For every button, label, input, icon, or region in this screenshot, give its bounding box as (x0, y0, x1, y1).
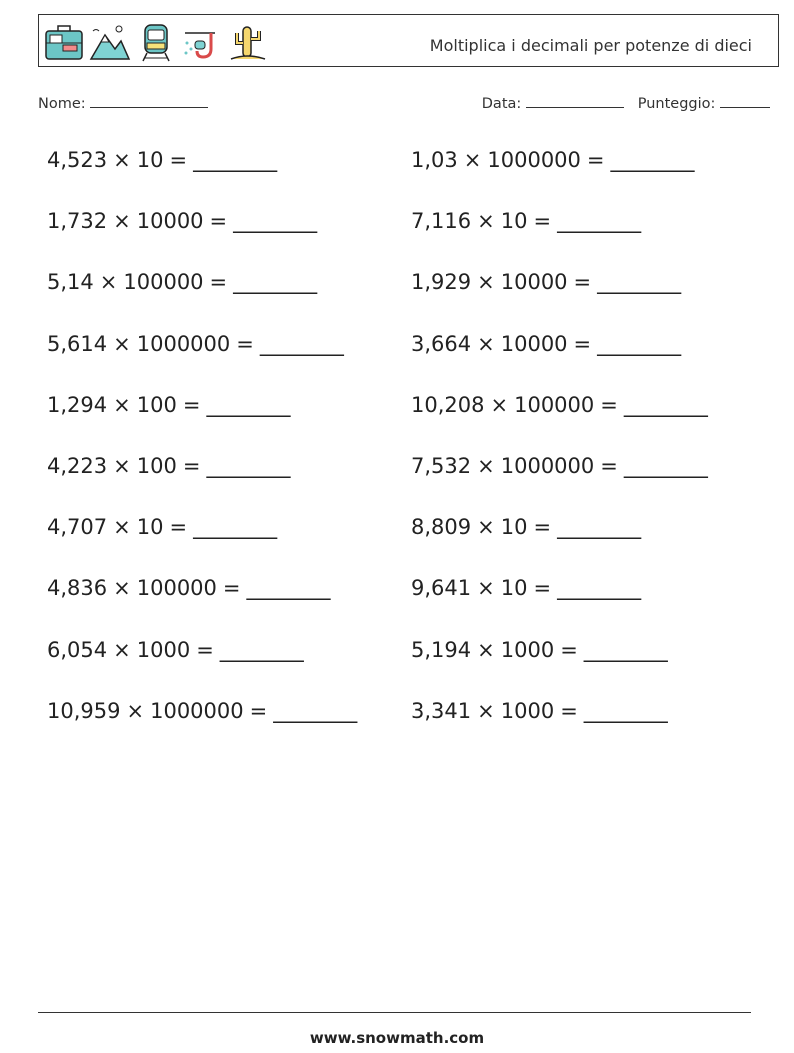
answer-blank[interactable]: ________ (259, 332, 344, 356)
problem-operand: 4,836 (47, 576, 108, 600)
footer-site: www.snowmath.com (309, 1029, 485, 1047)
problem-multiplier: 10 (136, 515, 164, 539)
multiply-sign: × (477, 576, 495, 600)
problem-multiplier: 10 (500, 515, 528, 539)
problem-item (47, 332, 344, 356)
problem-item (47, 393, 290, 417)
problem-multiplier: 10000 (136, 209, 204, 233)
answer-blank[interactable]: ________ (610, 148, 695, 172)
footer-divider (38, 1012, 751, 1013)
equals-sign: = (209, 209, 228, 233)
problem-operand: 5,614 (47, 332, 108, 356)
snorkel-mask-icon (181, 21, 223, 63)
problem-multiplier: 1000 (500, 638, 555, 662)
problem-multiplier: 10 (500, 576, 528, 600)
problem-operand: 5,194 (411, 638, 472, 662)
equals-sign: = (573, 270, 592, 294)
problem-item (47, 209, 317, 233)
problem-multiplier: 10 (136, 148, 164, 172)
multiply-sign: × (113, 332, 131, 356)
problem-operand: 4,523 (47, 148, 108, 172)
header-icons (43, 21, 269, 63)
answer-blank[interactable]: ________ (583, 638, 668, 662)
multiply-sign: × (113, 393, 131, 417)
problem-multiplier: 1000000 (487, 148, 581, 172)
score-label: Punteggio: (637, 96, 716, 112)
problem-operand: 1,929 (411, 270, 472, 294)
problem-operand: 10,208 (411, 393, 485, 417)
answer-blank[interactable]: ________ (623, 454, 708, 478)
equals-sign: = (249, 699, 268, 723)
problem-multiplier: 10000 (500, 270, 568, 294)
multiply-sign: × (477, 515, 495, 539)
score-blank[interactable] (720, 93, 770, 108)
answer-blank[interactable]: ________ (557, 209, 642, 233)
problem-multiplier: 100000 (514, 393, 595, 417)
problem-item (47, 576, 331, 600)
problem-item (47, 638, 304, 662)
problem-operand: 3,664 (411, 332, 472, 356)
problem-item (411, 148, 695, 172)
problem-multiplier: 1000 (136, 638, 191, 662)
problem-item (411, 270, 681, 294)
problem-operand: 9,641 (411, 576, 472, 600)
problem-multiplier: 1000000 (136, 332, 231, 356)
equals-sign: = (169, 148, 188, 172)
equals-sign: = (209, 270, 228, 294)
problem-multiplier: 1000000 (500, 454, 595, 478)
worksheet-title: Moltiplica i decimali per potenze di dieci (429, 36, 752, 55)
problem-multiplier: 100 (136, 454, 177, 478)
suitcase-icon (43, 21, 85, 63)
problem-item (411, 638, 668, 662)
problem-operand: 1,03 (411, 148, 458, 172)
problem-item (411, 393, 708, 417)
equals-sign: = (182, 454, 201, 478)
cactus-icon (227, 21, 269, 63)
name-field (38, 93, 208, 112)
problem-operand: 1,732 (47, 209, 108, 233)
multiply-sign: × (126, 699, 145, 723)
multiply-sign: × (113, 454, 131, 478)
multiply-sign: × (113, 576, 131, 600)
problem-item (411, 515, 641, 539)
worksheet-header (38, 14, 779, 67)
answer-blank[interactable]: ________ (219, 638, 304, 662)
problem-item (411, 699, 668, 723)
name-blank[interactable] (90, 93, 208, 108)
equals-sign: = (560, 638, 578, 662)
problem-operand: 8,809 (411, 515, 472, 539)
problem-operand: 7,116 (411, 209, 472, 233)
equals-sign: = (560, 699, 578, 723)
problem-operand: 3,341 (411, 699, 472, 723)
answer-blank[interactable]: ________ (233, 209, 318, 233)
multiply-sign: × (477, 638, 495, 662)
equals-sign: = (573, 332, 592, 356)
problem-multiplier: 10000 (500, 332, 568, 356)
problem-operand: 4,707 (47, 515, 108, 539)
problem-multiplier: 1000 (500, 699, 555, 723)
answer-blank[interactable]: ________ (206, 454, 291, 478)
problem-item (47, 270, 317, 294)
date-score-fields (482, 93, 770, 112)
answer-blank[interactable]: ________ (246, 576, 331, 600)
multiply-sign: × (477, 332, 495, 356)
problem-item (411, 209, 641, 233)
multiply-sign: × (477, 454, 495, 478)
problem-item (411, 576, 641, 600)
problem-operand: 5,14 (47, 270, 94, 294)
problem-multiplier: 100 (136, 393, 177, 417)
date-label: Data: (481, 96, 522, 112)
multiply-sign: × (477, 209, 495, 233)
multiply-sign: × (99, 270, 118, 294)
problem-multiplier: 100000 (123, 270, 204, 294)
equals-sign: = (182, 393, 201, 417)
answer-blank[interactable]: ________ (597, 332, 682, 356)
answer-blank[interactable]: ________ (206, 393, 291, 417)
problem-operand: 7,532 (411, 454, 472, 478)
problem-multiplier: 10 (500, 209, 528, 233)
name-label: Nome: (38, 96, 86, 112)
answer-blank[interactable]: ________ (193, 515, 278, 539)
date-blank[interactable] (526, 93, 624, 108)
equals-sign: = (533, 576, 552, 600)
problem-multiplier: 100000 (136, 576, 217, 600)
answer-blank[interactable]: ________ (557, 515, 642, 539)
problem-operand: 4,223 (47, 454, 108, 478)
multiply-sign: × (113, 148, 131, 172)
equals-sign: = (533, 515, 552, 539)
problem-item (47, 454, 290, 478)
answer-blank[interactable]: ________ (273, 699, 358, 723)
problem-operand: 1,294 (47, 393, 108, 417)
equals-sign: = (222, 576, 241, 600)
equals-sign: = (236, 332, 254, 356)
train-icon (135, 21, 177, 63)
equals-sign: = (533, 209, 552, 233)
equals-sign: = (586, 148, 605, 172)
equals-sign: = (196, 638, 214, 662)
multiply-sign: × (477, 270, 495, 294)
answer-blank[interactable]: ________ (557, 576, 642, 600)
mountain-icon (89, 21, 131, 63)
multiply-sign: × (113, 638, 131, 662)
equals-sign: = (600, 393, 618, 417)
multiply-sign: × (477, 699, 495, 723)
problem-multiplier: 1000000 (150, 699, 244, 723)
multiply-sign: × (113, 515, 131, 539)
answer-blank[interactable]: ________ (193, 148, 278, 172)
answer-blank[interactable]: ________ (597, 270, 682, 294)
problem-item (47, 148, 277, 172)
equals-sign: = (169, 515, 188, 539)
problem-item (411, 332, 681, 356)
multiply-sign: × (463, 148, 482, 172)
problem-item (411, 454, 708, 478)
multiply-sign: × (490, 393, 509, 417)
answer-blank[interactable]: ________ (623, 393, 708, 417)
problem-item (47, 699, 357, 723)
multiply-sign: × (113, 209, 131, 233)
answer-blank[interactable]: ________ (233, 270, 318, 294)
answer-blank[interactable]: ________ (583, 699, 668, 723)
problem-operand: 10,959 (47, 699, 121, 723)
problem-operand: 6,054 (47, 638, 108, 662)
equals-sign: = (600, 454, 618, 478)
problem-item (47, 515, 277, 539)
